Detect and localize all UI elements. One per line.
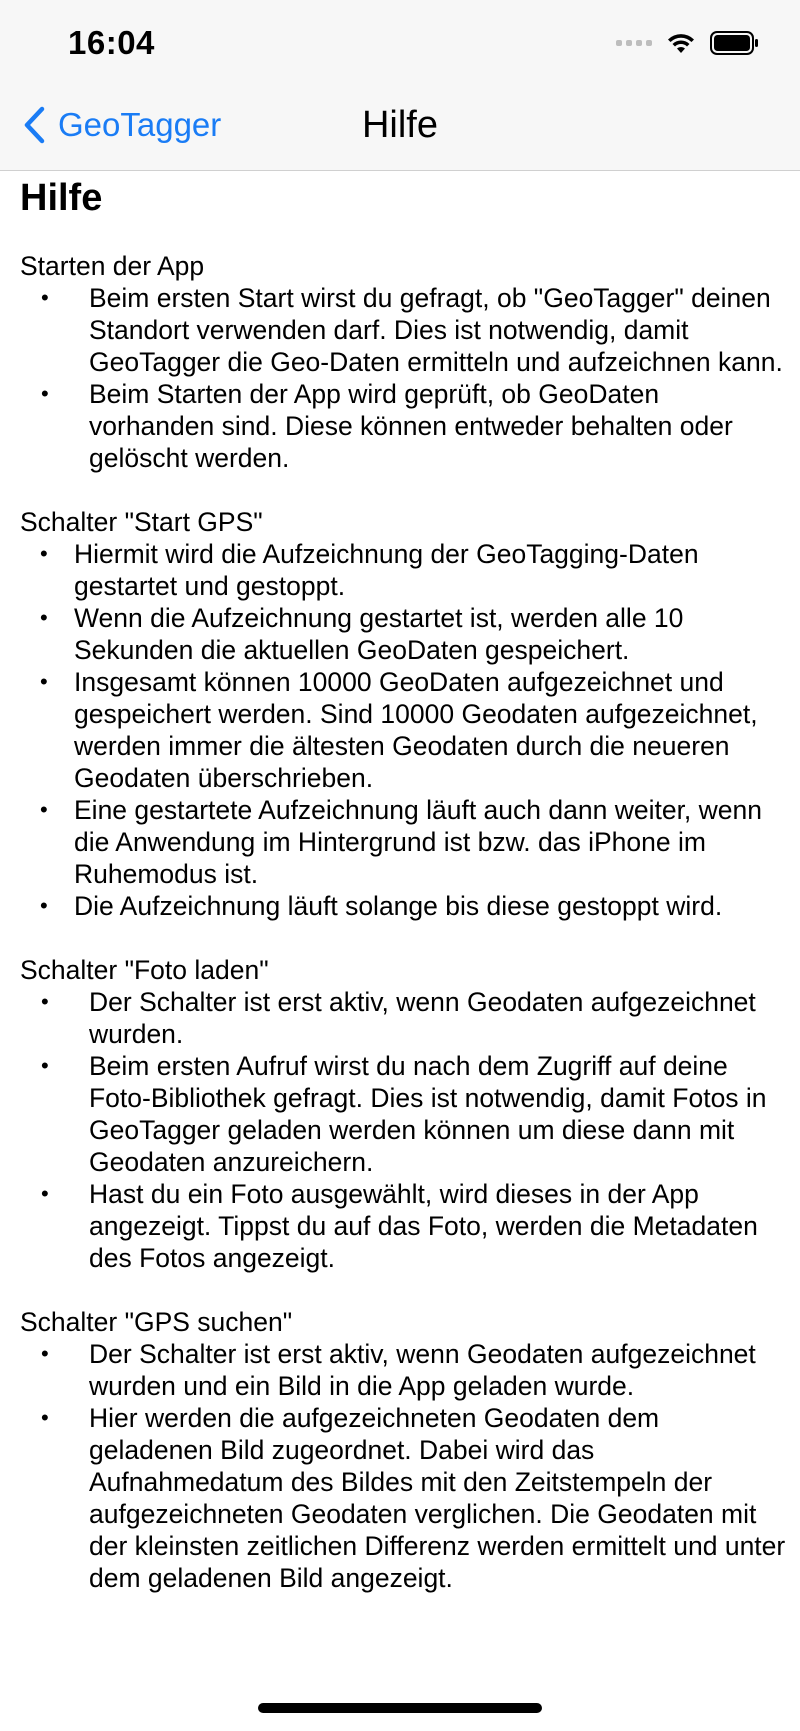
cellular-signal-icon [616,40,652,46]
list-item: • Hast du ein Foto ausgewählt, wird dieses in der App angezeigt. Tippst du auf das Foto, werden die Metadaten des Fotos angezeigt. [89,1178,790,1274]
list-item: • Der Schalter ist erst aktiv, wenn Geodaten aufgezeichnet wurden. [89,986,790,1050]
bullet-list [20,986,790,1274]
section-starten-der-app [20,250,790,474]
wifi-icon [666,31,696,55]
list-item: • Hier werden die aufgezeichneten Geodaten dem geladenen Bild zugeordnet. Dabei wird das Aufnahmedatum des Bildes mit den Zeitstempeln der aufgezeichneten Geodaten verglichen. Die Geodaten mit der kleinsten zeitlichen Differenz werden ermittelt und unter dem geladenen Bild angezeigt. [89,1402,790,1594]
nav-title: Hilfe [361,104,439,146]
list-item: • Beim ersten Aufruf wirst du nach dem Zugriff auf deine Foto-Bibliothek gefragt. Dies ist notwendig, damit Fotos in GeoTagger geladen werden können um diese dann mit Geodaten anzureichern. [89,1050,790,1178]
list-item: • Die Aufzeichnung läuft solange bis diese gestoppt wird. [74,890,790,922]
list-item: • Beim Starten der App wird geprüft, ob GeoDaten vorhanden sind. Diese können entweder behalten oder gelöscht werden. [89,378,790,474]
status-bar [0,0,800,88]
section-title: Schalter "Start GPS" [20,507,263,537]
navigation-bar [0,88,800,171]
home-indicator[interactable] [258,1703,542,1713]
section-foto-laden [20,954,790,1274]
status-time: 16:04 [68,24,155,61]
section-gps-suchen [20,1306,790,1594]
help-content [20,172,790,1626]
battery-icon [710,30,760,56]
list-item: • Wenn die Aufzeichnung gestartet ist, werden alle 10 Sekunden die aktuellen GeoDaten gespeichert. [74,602,790,666]
bullet-list [20,538,790,922]
section-title: Starten der App [20,251,205,281]
back-button-label: GeoTagger [58,106,222,143]
list-item: • Hiermit wird die Aufzeichnung der GeoTagging-Daten gestartet und gestoppt. [74,538,790,602]
list-item: • Insgesamt können 10000 GeoDaten aufgezeichnet und gespeichert werden. Sind 10000 Geodaten aufgezeichnet, werden immer die ältesten Geodaten durch die neueren Geodaten überschrieben. [74,666,790,794]
list-item: • Eine gestartete Aufzeichnung läuft auch dann weiter, wenn die Anwendung im Hintergrund ist bzw. das iPhone im Ruhemodus ist. [74,794,790,890]
section-title: Schalter "Foto laden" [20,955,269,985]
section-title: Schalter "GPS suchen" [20,1307,293,1337]
list-item: • Der Schalter ist erst aktiv, wenn Geodaten aufgezeichnet wurden und ein Bild in die App geladen wurde. [89,1338,790,1402]
section-start-gps [20,506,790,922]
status-icons [616,30,760,56]
list-item: • Beim ersten Start wirst du gefragt, ob "GeoTagger" deinen Standort verwenden darf. Dies ist notwendig, damit GeoTagger die Geo-Daten ermitteln und aufzeichnen kann. [89,282,790,378]
bullet-list [20,282,790,474]
page-heading: Hilfe [20,177,103,219]
bullet-list [20,1338,790,1594]
